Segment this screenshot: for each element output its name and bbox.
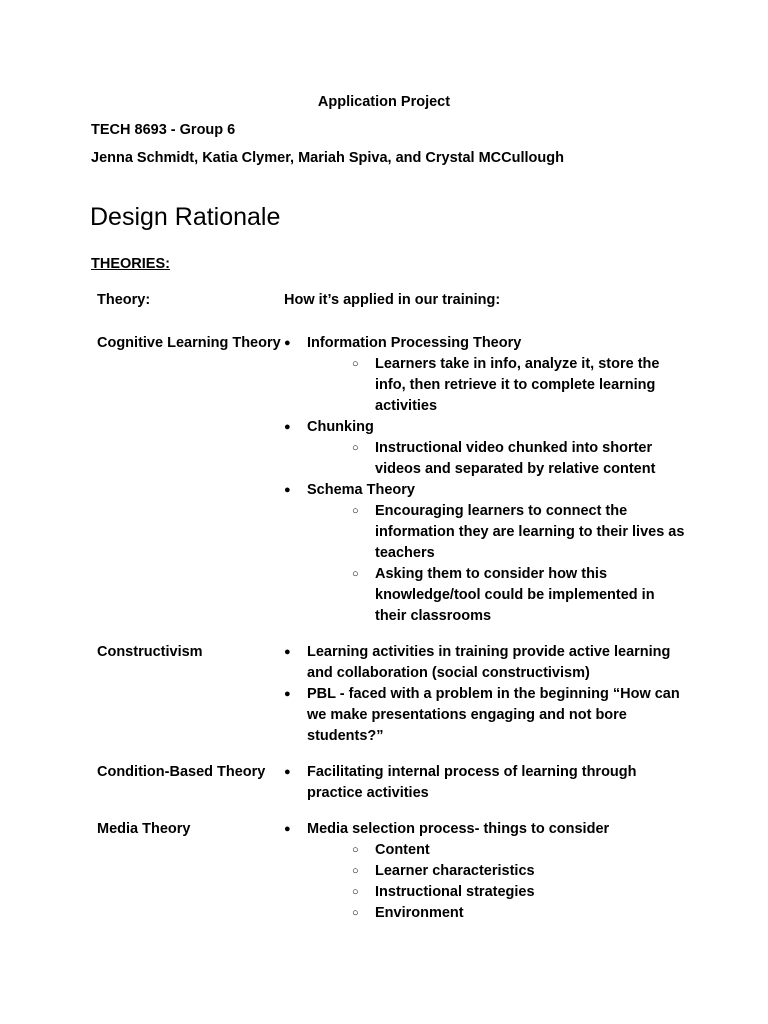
theories-table	[97, 290, 687, 939]
sub-list-item: ○ Asking them to consider how this knowledge/tool could be implemented in their classrooms	[352, 564, 687, 627]
application-column-header: How it’s applied in our training:	[284, 292, 501, 308]
sub-bullet-list	[307, 438, 687, 480]
bullet-list	[284, 642, 687, 747]
theory-application	[284, 642, 687, 747]
section-heading: Design Rationale	[90, 203, 281, 231]
table-row	[97, 819, 687, 924]
sub-bullet-list	[307, 840, 687, 924]
list-item-text: Media selection process- things to consider	[307, 821, 610, 837]
list-item-text: Learning activities in training provide active learning and collaboration (social constructivism)	[307, 644, 671, 681]
course-line: TECH 8693 - Group 6	[91, 122, 236, 138]
list-item-text: Chunking	[307, 419, 374, 435]
sub-list-item: ○ Learners take in info, analyze it, store the info, then retrieve it to complete learning activities	[352, 354, 687, 417]
sub-list-item: ○ Instructional strategies	[352, 882, 687, 903]
table-row	[97, 642, 687, 747]
list-item	[284, 762, 687, 804]
theory-name: Constructivism	[97, 644, 203, 660]
authors-line: Jenna Schmidt, Katia Clymer, Mariah Spiva, and Crystal MCCullough	[91, 150, 564, 166]
list-item-text: Facilitating internal process of learning through practice activities	[307, 764, 637, 801]
list-item	[284, 642, 687, 684]
sub-bullet-list	[307, 354, 687, 417]
sub-list-item: ○ Encouraging learners to connect the information they are learning to their lives as teachers	[352, 501, 687, 564]
list-item	[284, 417, 687, 480]
list-item	[284, 819, 687, 924]
theory-application	[284, 762, 687, 804]
list-item-text: Information Processing Theory	[307, 335, 522, 351]
theory-application	[284, 819, 687, 924]
table-row	[97, 762, 687, 804]
sub-list-item: ○ Environment	[352, 903, 687, 924]
list-item	[284, 333, 687, 417]
document-title: Application Project	[317, 94, 451, 110]
list-item	[284, 684, 687, 747]
list-item-text: PBL - faced with a problem in the beginning “How can we make presentations engaging and not bore students?”	[307, 686, 680, 744]
bullet-list	[284, 762, 687, 804]
table-body	[97, 333, 687, 924]
list-item-text: Schema Theory	[307, 482, 415, 498]
sub-list-item: ○ Learner characteristics	[352, 861, 687, 882]
sub-list-item: ○ Instructional video chunked into shorter videos and separated by relative content	[352, 438, 687, 480]
table-header-row	[97, 290, 687, 311]
theory-application	[284, 333, 687, 627]
table-row	[97, 333, 687, 627]
theories-label: THEORIES:	[91, 256, 170, 272]
theory-name: Media Theory	[97, 821, 191, 837]
bullet-list	[284, 819, 687, 924]
theory-column-header: Theory:	[97, 292, 151, 308]
list-item	[284, 480, 687, 627]
theory-name: Condition-Based Theory	[97, 764, 266, 780]
sub-list-item: ○ Content	[352, 840, 687, 861]
sub-bullet-list	[307, 501, 687, 627]
theory-name: Cognitive Learning Theory	[97, 335, 281, 351]
bullet-list	[284, 333, 687, 627]
